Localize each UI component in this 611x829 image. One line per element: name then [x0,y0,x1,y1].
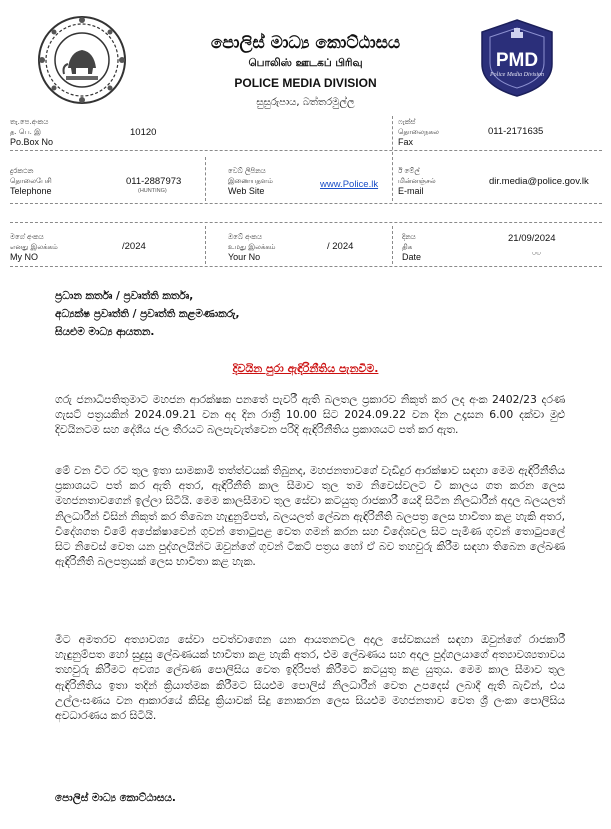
divider [205,157,206,201]
divider [392,226,393,264]
my-no-value: /2024 [122,241,146,252]
email-value[interactable]: dir.media@police.gov.lk [489,176,589,187]
signature: පොලිස් මාධ්‍ය කොට්ඨාසය. [55,792,176,804]
divider [392,116,393,201]
org-name-sinhala: පොලිස් මාධ්‍ය කොට්ඨාසය [210,33,401,53]
date-label: දිනය திக Date [402,233,422,262]
email-label: ඊ මේල් மின்னஞ்சல் E-mail [398,167,436,196]
pmd-logo-text: PMD [495,50,539,71]
divider [10,222,602,223]
telephone-note: (HUNTING) [138,188,167,194]
body-paragraph: මීට අමතරව අත්‍යාවශ්‍ය සේවා පවත්වාගෙන යන ආයතනවල අදාල සේවකයන් සඳහා ඔවුන්ගේ රාජකාරී හැඳුනුම්පත හෝ සුදුසු ලේඛණයක් භාවිතා කළ හැකි අතර, එම ලේඛණය සහ අදාල පුද්ගලයාගේ අත්‍යාවශ්‍යතාවය තහවුරු කිරීමට අවශ්‍ය ලේඛණ පොලිසිය වෙත ඉදිරිපත් කිරීමට කටයුතු කළ යුතුය. මෙම කාල සීමාව තුල ඇඳිරිනීතිය ඉතා තදින් ක්‍රියාත්මක කිරීමට සියළුම පොලිස් නිලධාරීන් වෙත උපදෙස් ලබාදී ඇති බැවින්, එය උල්ලංඝණය වන ආකාරයේ කිසිදු ක්‍රියාවක් සිදු නොකරන ලෙස සියළුම මහජනතාව වෙත ශ්‍රී ලංකා පොලිසිය අවධාරණය කර සිටියි. [55,633,565,723]
divider [205,226,206,264]
subject-heading: දිවයින පුරා ඇඳිරිනීතිය පැනවීම. [232,362,379,375]
website-label: වෙබ් ලිපිනය இணையதளம் Web Site [228,167,273,196]
pobox-value: 10120 [130,127,157,138]
addressee-line: අධ්‍යක්ෂ ප්‍රවෘත්ති / ප්‍රවෘත්ති කළමණාකරු, [55,308,240,320]
your-no-label: ඔබේ අංකය உமது இலக்கம் Your No [228,233,276,262]
fax-value: 011-2171635 [488,126,544,137]
pobox-label: තැ.පෙ.අංකය த. பெ. இ Po.Box No [10,118,54,147]
body-paragraph: ගරු ජනාධිපතිතුමාට මහජන ආරක්ෂක පනතේ පැවරී ඇති බලතල ප්‍රකාරව නිකුත් කර ලද අංක 2402/23 දරණ ගැසට් පත්‍රයකින් 2024.09.21 වන අද දින රාත්‍රී 10.00 සිට 2024.09.22 වන දින උදෑසන 6.00 දක්වා මුළු දිවයිනටම සහ දේශීය ජල තීරයට බලපැවැත්වෙන පරිදි ඇඳිරිනීතිය ප්‍රකාශයට පත් කර ඇත. [55,393,565,437]
website-link[interactable]: www.Police.lk [320,179,379,190]
date-note: பய [532,250,541,256]
date-value: 21/09/2024 [508,233,556,244]
body-paragraph: මේ වන විට රට තුල ඉතා සාමකාමී තත්ත්වයක් තිබුනද, මහජනතාවගේ වැඩිදුර ආරක්ෂාව සඳහා මෙම ඇඳිරිනීතිය ප්‍රකාශයට පත් කර ඇති අතර, ඇඳිරිනීති කාල සීමාව තුල තම නිවෙස්වලට වී කාලය ගත කරන ලෙස මහජනතාවගෙන් ඉල්ලා සිටියි. මෙම කාලසීමාව තුල සේවා කටයුතු රාජකාරී යෙදී සිටින නිලධාරීන් අදාල බලයලත් නිලධාරීන් විසින් නිකුත් කර තිබෙන හැඳුනුම්පත්, බලයලත් ලේඛන ඇඳිරිනීති බලපත්‍ර ලෙස භාවිතා කළ හැකි අතර, විදේශගත වීමේ අපේක්ෂාවෙන් ගුවන් තොටුපළ වෙත ගමන් කරන සහ විදේශවල සිට පැමිණ ගුවන් තොටුපලේ සිට නිවෙස් වෙත යන පුද්ගලයින්ට ඔවුන්ගේ ගුවන් ටිකට් පත්‍රය හෝ ඒ බව තහවුරු කිරීම සඳහා තිබෙන ලේඛණ ඇඳිරිනීති බලපත්‍රයක් ලෙස භාවිතා කළ හැක. [55,464,565,569]
pmd-logo-subtext: Police Media Division [490,72,544,78]
divider [10,150,602,151]
fax-label: ෆැක්ස් தொலைநகல Fax [398,118,439,147]
org-name-tamil: பொலிஸ் ஊடகப் பிரிவு [248,57,363,69]
telephone-label: දුරකථන தொலைபேசி Telephone [10,167,52,196]
your-no-value: / 2024 [327,241,354,252]
addressee-line: ප්‍රධාන කර්තෘ / ප්‍රවෘත්ති කර්තෘ, [55,290,194,302]
addressee-line: සියළුම මාධ්‍ය ආයතන. [55,326,155,338]
org-name-english: POLICE MEDIA DIVISION [234,76,377,90]
org-address: සුසුරුපාය, බත්තරමුල්ල [256,97,355,108]
telephone-value: 011-2887973 [126,176,182,187]
my-no-label: මගේ අංකය எனது இலக்கம் My NO [10,233,58,262]
divider [10,266,602,267]
divider [10,203,602,204]
